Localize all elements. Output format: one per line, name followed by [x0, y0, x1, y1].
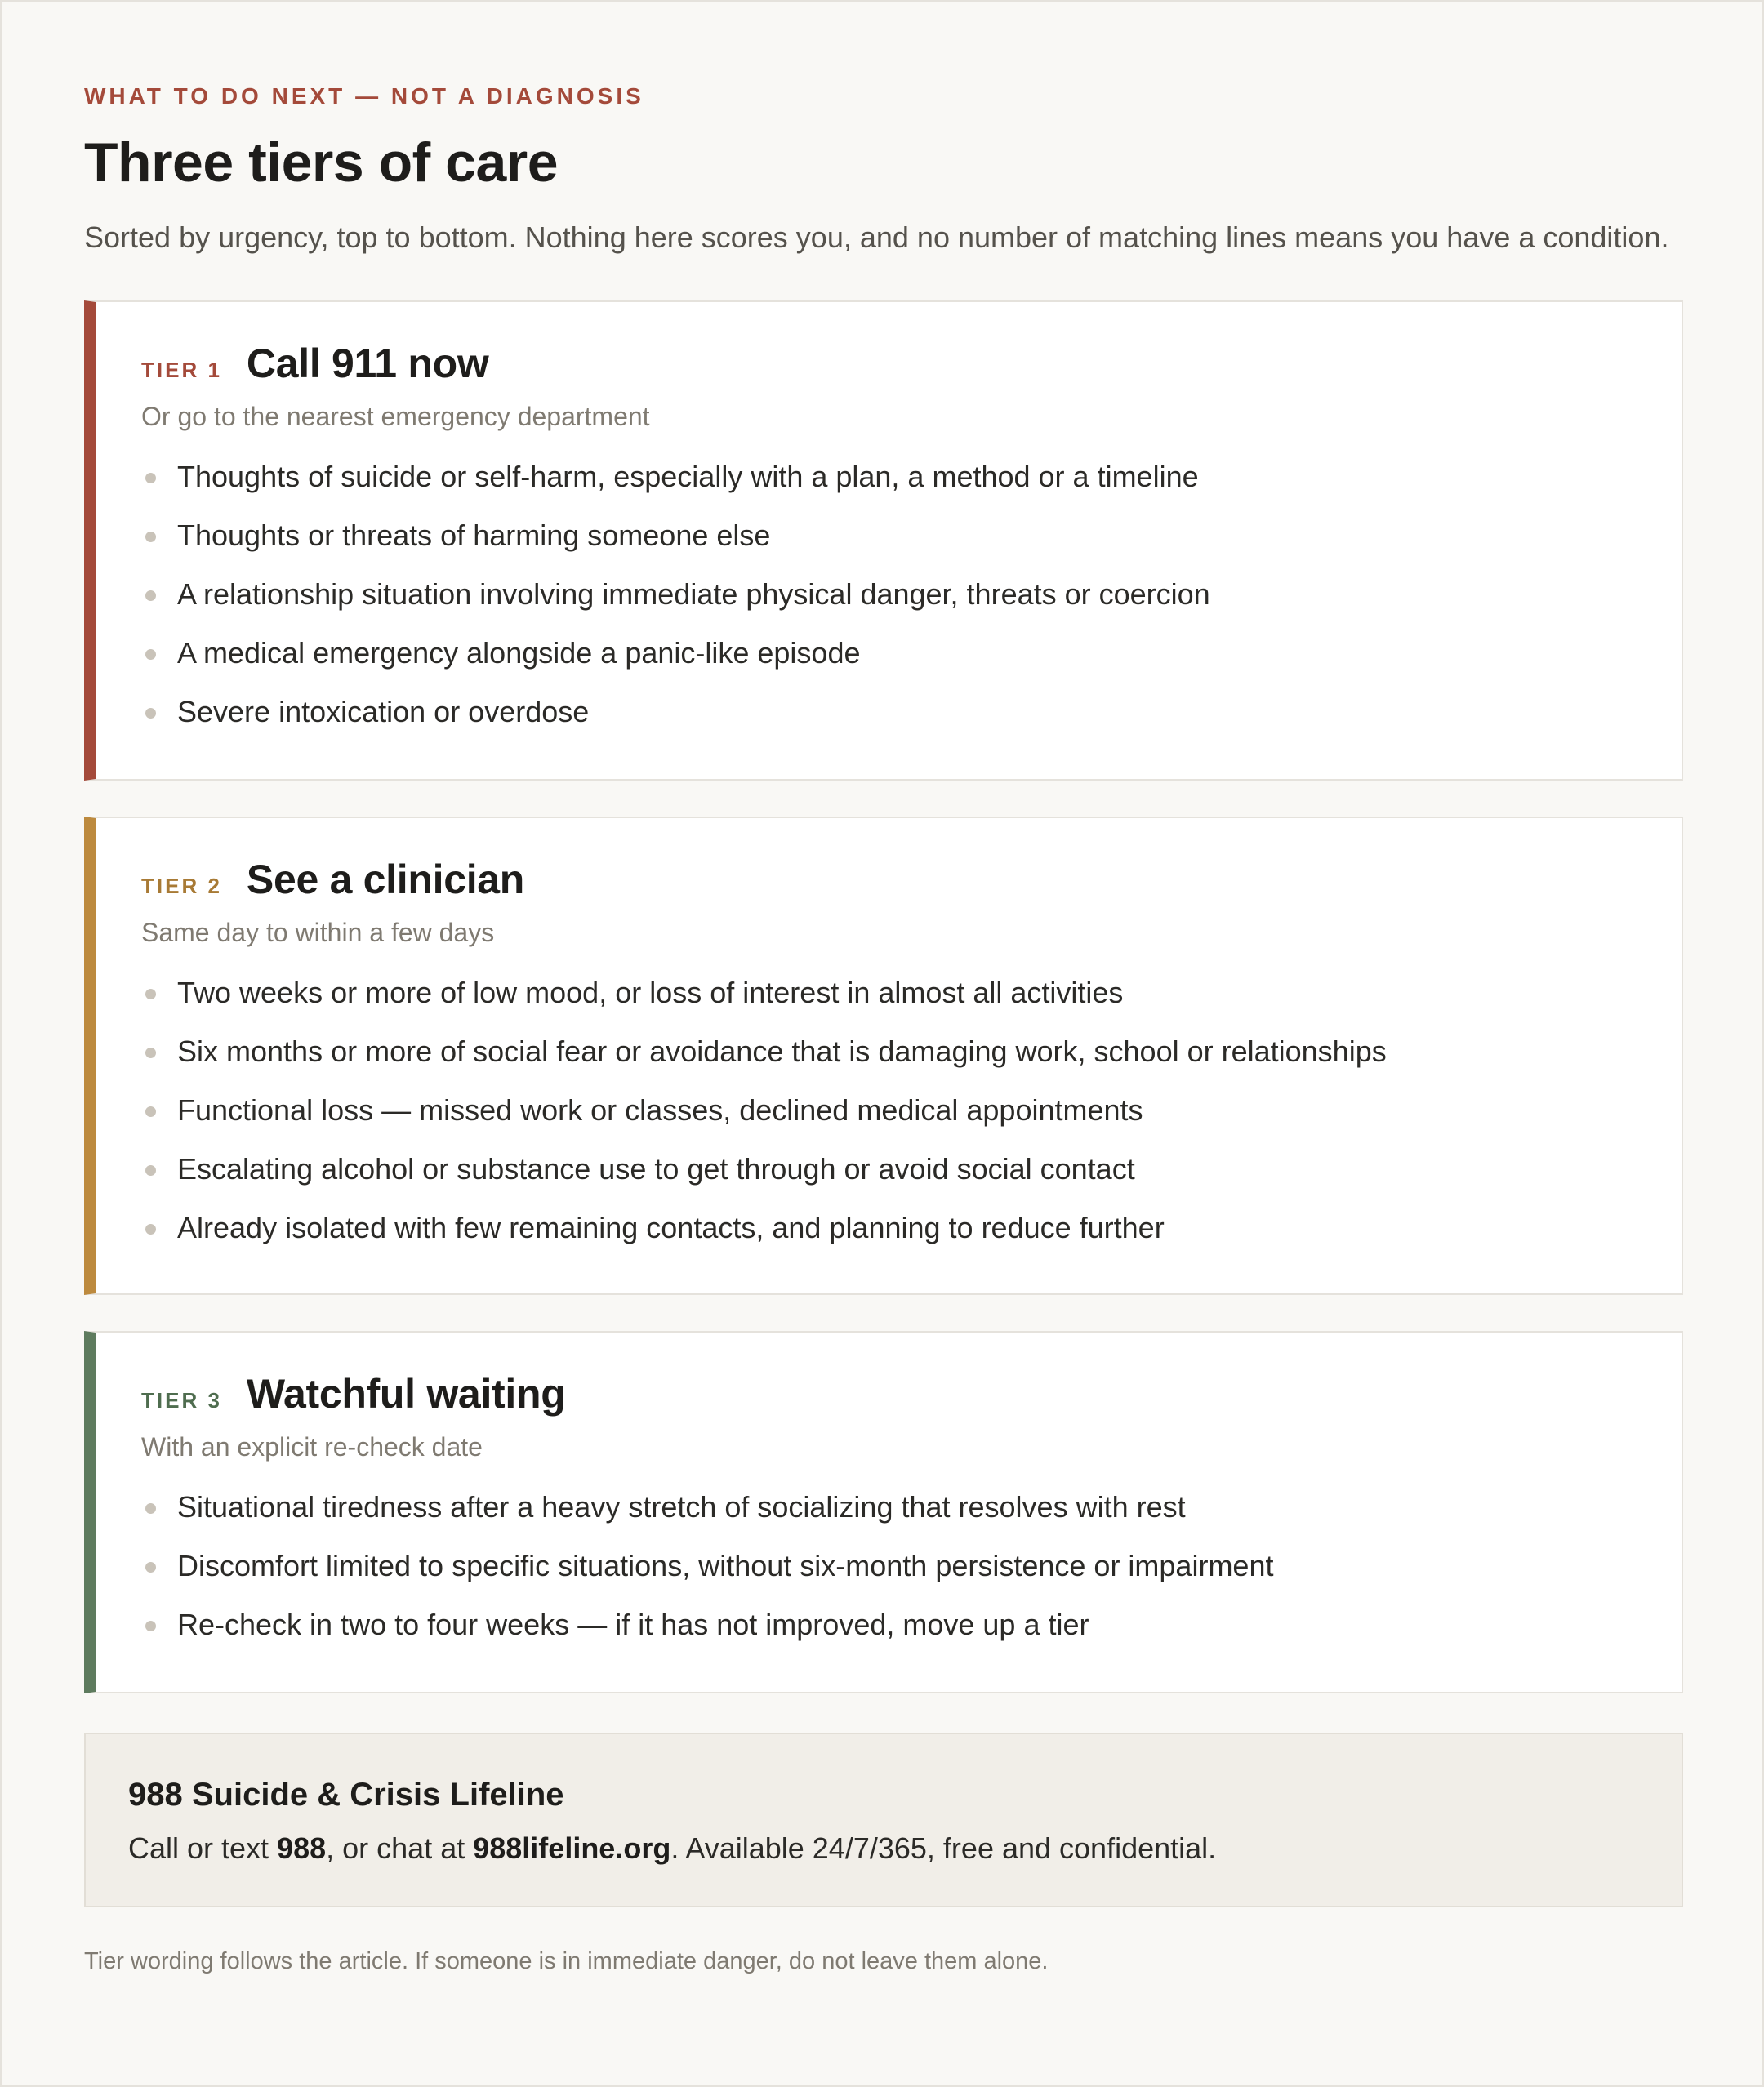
list-item: Already isolated with few remaining contacts, and planning to reduce further — [141, 1199, 1682, 1257]
tier-3-header — [141, 1370, 1682, 1422]
lifeline-text — [128, 1827, 1682, 1870]
list-item: Escalating alcohol or substance use to get through or avoid social contact — [141, 1140, 1682, 1199]
list-item: Functional loss — missed work or classes, declined medical appointments — [141, 1081, 1682, 1140]
tier-1-header — [141, 340, 1682, 392]
list-item: Re-check in two to four weeks — if it has not improved, move up a tier — [141, 1595, 1682, 1654]
lifeline-callout — [84, 1733, 1683, 1907]
tier-2-list — [141, 963, 1682, 1257]
intro-text: Sorted by urgency, top to bottom. Nothing here scores you, and no number of matching lines means you have a condition. — [84, 220, 1669, 254]
lifeline-title: 988 Suicide & Crisis Lifeline — [128, 1777, 564, 1813]
lifeline-text-middle: , or chat at — [326, 1831, 474, 1865]
tier-3-title: Watchful waiting — [246, 1371, 566, 1417]
tier-1-card — [84, 300, 1683, 781]
lifeline-text-after: . Available 24/7/365, free and confidential. — [670, 1831, 1217, 1865]
tier-2-title: See a clinician — [246, 857, 525, 902]
tier-2-tag: TIER 2 — [141, 874, 222, 898]
tier-3-subtitle: With an explicit re-check date — [141, 1432, 483, 1462]
list-item: Thoughts of suicide or self-harm, especially with a plan, a method or a timeline — [141, 447, 1682, 506]
tier-1-title: Call 911 now — [246, 340, 489, 386]
tier-2-card — [84, 817, 1683, 1295]
tier-1-list — [141, 447, 1682, 741]
tier-3-list — [141, 1478, 1682, 1654]
footnote: Tier wording follows the article. If someone is in immediate danger, do not leave them alone. — [84, 1948, 1049, 1974]
page-title: Three tiers of care — [84, 131, 559, 194]
list-item: Six months or more of social fear or avoidance that is damaging work, school or relationships — [141, 1022, 1682, 1081]
tier-3-tag: TIER 3 — [141, 1388, 222, 1413]
tier-3-card — [84, 1331, 1683, 1693]
list-item: Discomfort limited to specific situations, without six-month persistence or impairment — [141, 1537, 1682, 1595]
list-item: A relationship situation involving immediate physical danger, threats or coercion — [141, 565, 1682, 624]
list-item: Two weeks or more of low mood, or loss of interest in almost all activities — [141, 963, 1682, 1022]
lifeline-website: 988lifeline.org — [473, 1831, 671, 1865]
eyebrow-label: WHAT TO DO NEXT — NOT A DIAGNOSIS — [84, 83, 644, 109]
tier-2-subtitle: Same day to within a few days — [141, 918, 495, 947]
tier-2-header — [141, 856, 1682, 908]
list-item: Thoughts or threats of harming someone else — [141, 506, 1682, 565]
lifeline-number: 988 — [277, 1831, 327, 1865]
list-item: Situational tiredness after a heavy stretch of socializing that resolves with rest — [141, 1478, 1682, 1537]
list-item: Severe intoxication or overdose — [141, 683, 1682, 741]
lifeline-text-before: Call or text — [128, 1831, 278, 1865]
list-item: A medical emergency alongside a panic-like episode — [141, 624, 1682, 683]
tier-1-subtitle: Or go to the nearest emergency department — [141, 402, 650, 431]
tier-1-tag: TIER 1 — [141, 358, 222, 382]
